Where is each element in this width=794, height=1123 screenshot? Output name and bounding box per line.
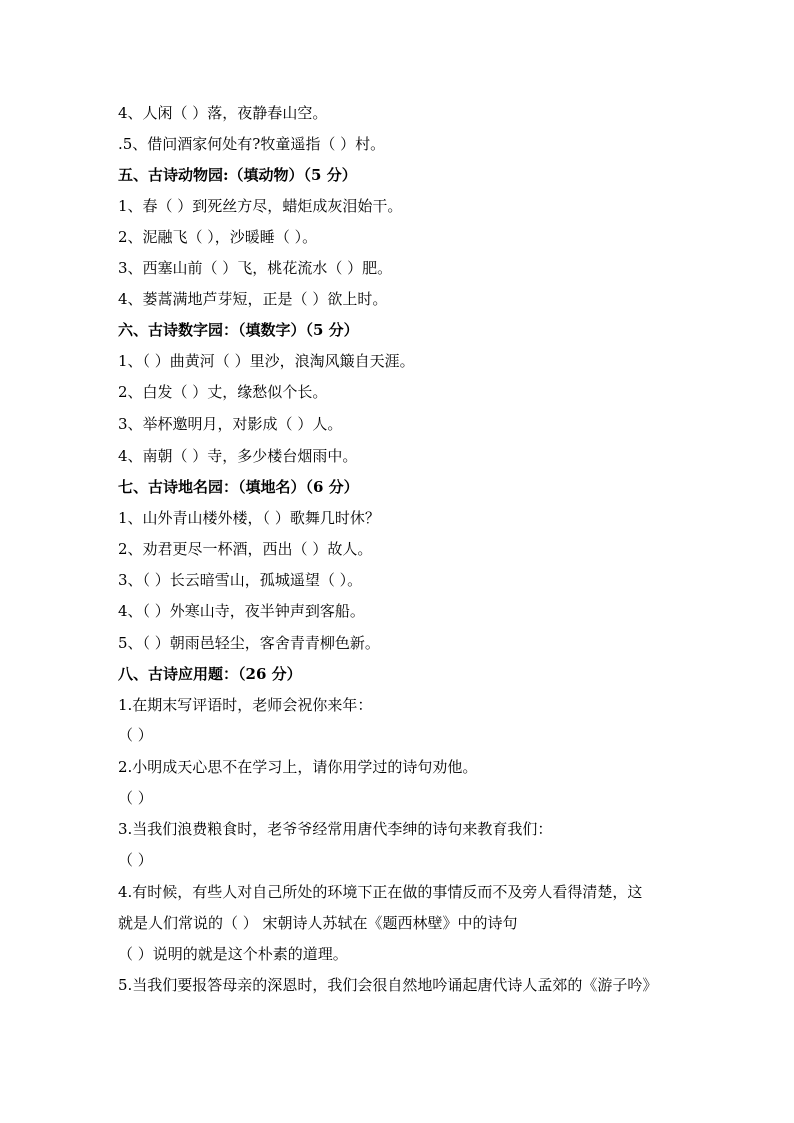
question-line: 2、泥融飞（ ），沙暖睡（ ）。: [118, 228, 318, 246]
question-line: 2.小明成天心思不在学习上，请你用学过的诗句劝他。: [118, 758, 478, 776]
section-heading: 五、古诗动物园:（填动物）（5 分）: [118, 166, 357, 184]
question-line: 4、人闲（ ）落，夜静春山空。: [118, 104, 328, 122]
question-line: 3、西塞山前（ ）飞，桃花流水（ ）肥。: [118, 259, 393, 277]
answer-blank: （ ）: [118, 726, 153, 744]
answer-blank: （ ）: [118, 789, 153, 807]
answer-blank: （ ）: [118, 851, 153, 869]
question-line: 3、（ ）长云暗雪山，孤城遥望（ ）。: [118, 571, 363, 589]
question-line: .5、借问酒家何处有?牧童遥指（ ）村。: [118, 135, 386, 153]
question-line: 3、举杯邀明月，对影成（ ）人。: [118, 415, 343, 433]
section-heading: 八、古诗应用题：（26 分）: [118, 665, 302, 683]
question-line: 1、春（ ）到死丝方尽，蜡炬成灰泪始干。: [118, 197, 403, 215]
question-line: 5.当我们要报答母亲的深恩时，我们会很自然地吟诵起唐代诗人孟郊的《游子吟》: [118, 976, 658, 994]
section-heading: 七、古诗地名园：（填地名）（6 分）: [118, 478, 359, 496]
question-line: 2、劝君更尽一杯酒，西出（ ）故人。: [118, 540, 373, 558]
question-line: 就是人们常说的（ ） 宋朝诗人苏轼在《题西林壁》中的诗句: [118, 914, 518, 932]
answer-blank: （ ）说明的就是这个朴素的道理。: [118, 945, 348, 963]
question-line: 4、南朝（ ）寺，多少楼台烟雨中。: [118, 447, 358, 465]
question-line: 4.有时候，有些人对自己所处的环境下正在做的事情反而不及旁人看得清楚，这: [118, 883, 643, 901]
question-line: 2、白发（ ）丈，缘愁似个长。: [118, 383, 328, 401]
question-line: 3.当我们浪费粮食时，老爷爷经常用唐代李绅的诗句来教育我们：: [118, 820, 553, 838]
question-line: 5、（ ）朝雨邑轻尘，客舍青青柳色新。: [118, 634, 380, 652]
section-heading: 六、古诗数字园：（填数字）（5 分）: [118, 321, 359, 339]
question-line: 1.在期末写评语时，老师会祝你来年：: [118, 696, 373, 714]
question-line: 4、蒌蒿满地芦芽短，正是（ ）欲上时。: [118, 290, 388, 308]
question-line: 1、（ ）曲黄河（ ）里沙，浪淘风簸自天涯。: [118, 352, 415, 370]
question-line: 1、山外青山楼外楼，（ ）歌舞几时休？: [118, 509, 380, 527]
question-line: 4、（ ）外寒山寺，夜半钟声到客船。: [118, 602, 365, 620]
